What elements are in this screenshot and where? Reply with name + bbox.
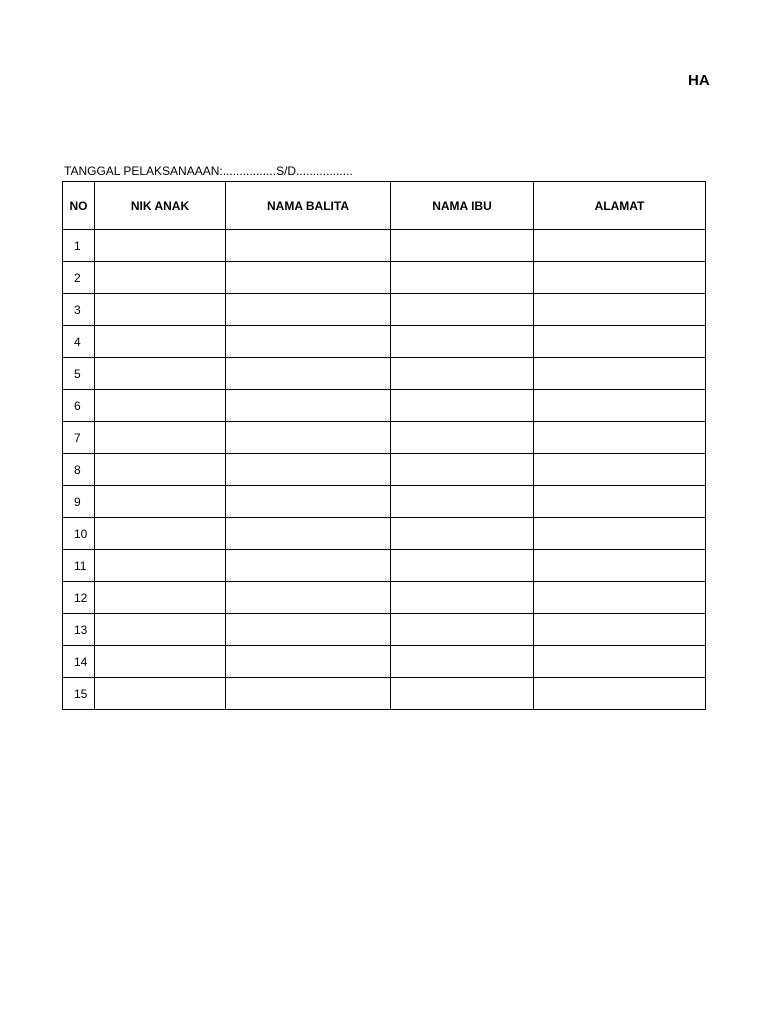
row-number: 9 bbox=[63, 486, 95, 518]
nama-ibu-cell bbox=[391, 230, 534, 262]
nama-ibu-cell bbox=[391, 326, 534, 358]
header-nama-ibu: NAMA IBU bbox=[391, 182, 534, 230]
table-row bbox=[63, 262, 706, 294]
document-title: HA bbox=[688, 72, 710, 89]
table-row bbox=[63, 390, 706, 422]
row-number: 8 bbox=[63, 454, 95, 486]
nik-anak-cell bbox=[95, 454, 226, 486]
alamat-cell bbox=[534, 262, 706, 294]
nama-balita-cell bbox=[226, 582, 391, 614]
nik-anak-cell bbox=[95, 518, 226, 550]
nama-ibu-cell bbox=[391, 646, 534, 678]
alamat-cell bbox=[534, 550, 706, 582]
nama-balita-cell bbox=[226, 358, 391, 390]
table-row bbox=[63, 230, 706, 262]
table-row bbox=[63, 678, 706, 710]
header-alamat: ALAMAT bbox=[534, 182, 706, 230]
table-row bbox=[63, 550, 706, 582]
alamat-cell bbox=[534, 518, 706, 550]
table-row bbox=[63, 358, 706, 390]
nama-balita-cell bbox=[226, 486, 391, 518]
nik-anak-cell bbox=[95, 646, 226, 678]
nik-anak-cell bbox=[95, 614, 226, 646]
nik-anak-cell bbox=[95, 326, 226, 358]
row-number: 11 bbox=[63, 550, 95, 582]
table-row bbox=[63, 646, 706, 678]
nama-balita-cell bbox=[226, 422, 391, 454]
nama-balita-cell bbox=[226, 230, 391, 262]
table-row bbox=[63, 326, 706, 358]
nama-balita-cell bbox=[226, 390, 391, 422]
row-number: 6 bbox=[63, 390, 95, 422]
nama-ibu-cell bbox=[391, 454, 534, 486]
nama-balita-cell bbox=[226, 294, 391, 326]
row-number: 12 bbox=[63, 582, 95, 614]
nama-balita-cell bbox=[226, 518, 391, 550]
nama-balita-cell bbox=[226, 262, 391, 294]
nama-ibu-cell bbox=[391, 422, 534, 454]
row-number: 4 bbox=[63, 326, 95, 358]
table-header-row bbox=[63, 182, 706, 230]
nama-ibu-cell bbox=[391, 486, 534, 518]
row-number: 3 bbox=[63, 294, 95, 326]
nik-anak-cell bbox=[95, 678, 226, 710]
nik-anak-cell bbox=[95, 486, 226, 518]
alamat-cell bbox=[534, 646, 706, 678]
alamat-cell bbox=[534, 678, 706, 710]
nama-balita-cell bbox=[226, 326, 391, 358]
header-nik-anak: NIK ANAK bbox=[95, 182, 226, 230]
alamat-cell bbox=[534, 390, 706, 422]
nama-ibu-cell bbox=[391, 582, 534, 614]
alamat-cell bbox=[534, 582, 706, 614]
table-row bbox=[63, 486, 706, 518]
nik-anak-cell bbox=[95, 390, 226, 422]
nama-ibu-cell bbox=[391, 358, 534, 390]
row-number: 7 bbox=[63, 422, 95, 454]
data-table bbox=[62, 181, 706, 710]
nama-ibu-cell bbox=[391, 550, 534, 582]
nama-ibu-cell bbox=[391, 294, 534, 326]
table-row bbox=[63, 614, 706, 646]
alamat-cell bbox=[534, 614, 706, 646]
nama-ibu-cell bbox=[391, 518, 534, 550]
nama-ibu-cell bbox=[391, 678, 534, 710]
row-number: 2 bbox=[63, 262, 95, 294]
nama-ibu-cell bbox=[391, 614, 534, 646]
alamat-cell bbox=[534, 454, 706, 486]
nama-ibu-cell bbox=[391, 262, 534, 294]
nama-balita-cell bbox=[226, 646, 391, 678]
alamat-cell bbox=[534, 326, 706, 358]
alamat-cell bbox=[534, 422, 706, 454]
row-number: 5 bbox=[63, 358, 95, 390]
nik-anak-cell bbox=[95, 294, 226, 326]
nama-balita-cell bbox=[226, 614, 391, 646]
table-row bbox=[63, 294, 706, 326]
alamat-cell bbox=[534, 486, 706, 518]
alamat-cell bbox=[534, 294, 706, 326]
nik-anak-cell bbox=[95, 550, 226, 582]
implementation-date-line: TANGGAL PELAKSANAAAN:................S/D................. bbox=[64, 164, 353, 178]
table-row bbox=[63, 582, 706, 614]
header-no: NO bbox=[63, 182, 95, 230]
nik-anak-cell bbox=[95, 358, 226, 390]
nik-anak-cell bbox=[95, 422, 226, 454]
table-row bbox=[63, 422, 706, 454]
nik-anak-cell bbox=[95, 230, 226, 262]
row-number: 15 bbox=[63, 678, 95, 710]
nama-balita-cell bbox=[226, 678, 391, 710]
table-row bbox=[63, 454, 706, 486]
table-row bbox=[63, 518, 706, 550]
header-nama-balita: NAMA BALITA bbox=[226, 182, 391, 230]
nama-balita-cell bbox=[226, 454, 391, 486]
nama-ibu-cell bbox=[391, 390, 534, 422]
alamat-cell bbox=[534, 230, 706, 262]
row-number: 13 bbox=[63, 614, 95, 646]
table-body bbox=[63, 230, 706, 710]
alamat-cell bbox=[534, 358, 706, 390]
row-number: 1 bbox=[63, 230, 95, 262]
row-number: 10 bbox=[63, 518, 95, 550]
nik-anak-cell bbox=[95, 262, 226, 294]
nama-balita-cell bbox=[226, 550, 391, 582]
nik-anak-cell bbox=[95, 582, 226, 614]
row-number: 14 bbox=[63, 646, 95, 678]
